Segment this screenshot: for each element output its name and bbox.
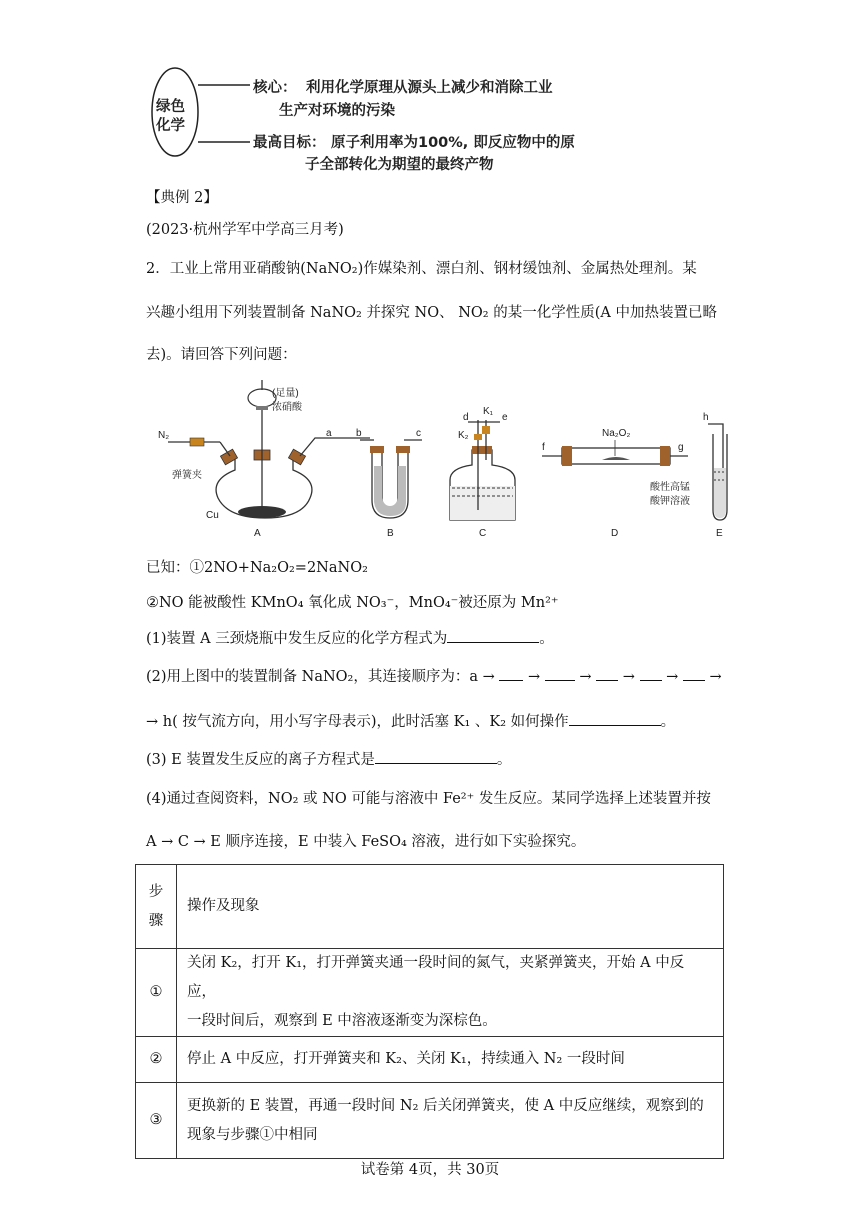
label-clamp: 弹簧夹 (172, 470, 202, 481)
header-op: 操作及现象 (177, 865, 724, 949)
label-c: c (416, 428, 421, 439)
label-E: E (716, 528, 723, 539)
step-no: ① (136, 949, 177, 1037)
subq-2b-text: → h( 按气流方向，用小写字母表示)，此时活塞 K₁ 、K₂ 如何操作 (146, 714, 569, 730)
label-B: B (387, 528, 394, 539)
label-b: b (356, 428, 362, 439)
subq-1 (146, 628, 554, 649)
answer-blank-2a[interactable] (499, 666, 523, 681)
answer-blank-2e[interactable] (683, 666, 705, 681)
subq-2a-text: (2)用上图中的装置制备 NaNO₂，其连接顺序为：a → (146, 669, 495, 685)
question-line-1: 2．工业上常用亚硝酸钠(NaNO₂)作媒染剂、漂白剂、钢材缓蚀剂、金属热处理剂。某 (146, 261, 697, 277)
table-row (136, 1037, 724, 1083)
subq-3 (146, 749, 511, 770)
table-header-row (136, 865, 724, 949)
core-label: 核心： (253, 80, 297, 96)
example-title: 【典例 2】 (146, 190, 218, 206)
subq-3-text: (3) E 装置发生反应的离子方程式是 (146, 752, 375, 768)
apparatus-B (356, 428, 422, 539)
label-C: C (479, 528, 487, 539)
step-text (177, 1083, 724, 1159)
apparatus-E (650, 412, 727, 539)
label-K1: K₁ (483, 406, 494, 417)
known-2: ②NO 能被酸性 KMnO₄ 氧化成 NO₃⁻，MnO₄⁻被还原为 Mn²⁺ (146, 595, 559, 611)
page-footer: 试卷第 4页，共 30页 (360, 1162, 500, 1178)
subq-1-end: 。 (539, 631, 554, 647)
answer-blank-3[interactable] (375, 749, 497, 764)
apparatus-diagram (150, 380, 740, 540)
answer-blank-2d[interactable] (640, 666, 662, 681)
bubble-line-1: 绿色 (156, 99, 185, 115)
answer-blank-2c[interactable] (596, 666, 618, 681)
subq-3-end: 。 (496, 752, 512, 768)
goal-text-2: 子全部转化为期望的最终产物 (305, 157, 494, 173)
question-source: (2023·杭州学军中学高三月考) (146, 222, 344, 238)
known-1: 已知：①2NO+Na₂O₂=2NaNO₂ (146, 560, 368, 576)
core-text-2: 生产对环境的污染 (279, 103, 395, 119)
label-D: D (611, 528, 619, 539)
subq-4b: A → C → E 顺序连接，E 中装入 FeSO₄ 溶液，进行如下实验探究。 (146, 834, 586, 850)
label-f: f (542, 442, 545, 453)
step-no: ③ (136, 1083, 177, 1159)
apparatus-C (450, 406, 515, 539)
step-text-line: 一段时间后，观察到 E 中溶液逐渐变为深棕色。 (187, 1013, 497, 1029)
label-h: h (703, 412, 709, 423)
apparatus-A (158, 380, 370, 539)
table-row (136, 949, 724, 1037)
step-text: 停止 A 中反应，打开弹簧夹和 K₂、关闭 K₁，持续通入 N₂ 一段时间 (177, 1037, 724, 1083)
label-N2: N₂ (158, 430, 170, 441)
core-text-1: 利用化学原理从源头上减少和消除工业 (306, 80, 553, 96)
step-no: ② (136, 1037, 177, 1083)
label-e: e (502, 412, 508, 423)
subq-4a: (4)通过查阅资料，NO₂ 或 NO 可能与溶液中 Fe²⁺ 发生反应。某同学选择上述装置并按 (146, 791, 711, 807)
question-line-3: 去)。请回答下列问题： (146, 347, 297, 363)
answer-blank-2f[interactable] (569, 711, 661, 726)
subq-1-text: (1)装置 A 三颈烧瓶中发生反应的化学方程式为 (146, 631, 448, 647)
table-row (136, 1083, 724, 1159)
label-A: A (254, 528, 261, 539)
label-d: d (463, 412, 469, 423)
answer-blank-2b[interactable] (545, 666, 575, 681)
goal-label: 最高目标： (253, 135, 326, 151)
experiment-table (135, 864, 724, 1159)
label-kmno4-2: 酸钾溶液 (650, 496, 690, 507)
label-conc-nitric: 浓硝酸 (272, 402, 302, 413)
label-excess: (足量) (272, 388, 299, 399)
label-Cu: Cu (206, 510, 219, 521)
question-line-2: 兴趣小组用下列装置制备 NaNO₂ 并探究 NO、 NO₂ 的某一化学性质(A 中加热装置已略 (146, 305, 717, 321)
label-Na2O2: Na₂O₂ (602, 428, 631, 439)
step-text (177, 949, 724, 1037)
label-K2: K₂ (458, 430, 469, 441)
subq-2a: (2)用上图中的装置制备 NaNO₂，其连接顺序为：a → → → → → → (146, 666, 722, 687)
label-a: a (326, 428, 332, 439)
step-text-line: 关闭 K₂，打开 K₁，打开弹簧夹通一段时间的氮气，夹紧弹簧夹，开始 A 中反应， (187, 955, 685, 1000)
bubble-line-2: 化学 (156, 118, 185, 134)
goal-text-1: 原子利用率为100%, 即反应物中的原 (331, 135, 575, 151)
label-kmno4-1: 酸性高锰 (650, 482, 690, 493)
answer-blank-1[interactable] (447, 628, 539, 643)
step-text-line: 更换新的 E 装置，再通一段时间 N₂ 后关闭弹簧夹，使 A 中反应继续，观察到的 (187, 1097, 704, 1114)
step-text-line: 现象与步骤①中相同 (187, 1126, 318, 1143)
header-step-2: 骤 (148, 912, 164, 929)
label-g: g (678, 442, 684, 453)
subq-2b (146, 711, 675, 732)
header-step-1: 步 (148, 883, 164, 900)
header-step (136, 865, 177, 949)
subq-2b-end: 。 (660, 714, 676, 730)
